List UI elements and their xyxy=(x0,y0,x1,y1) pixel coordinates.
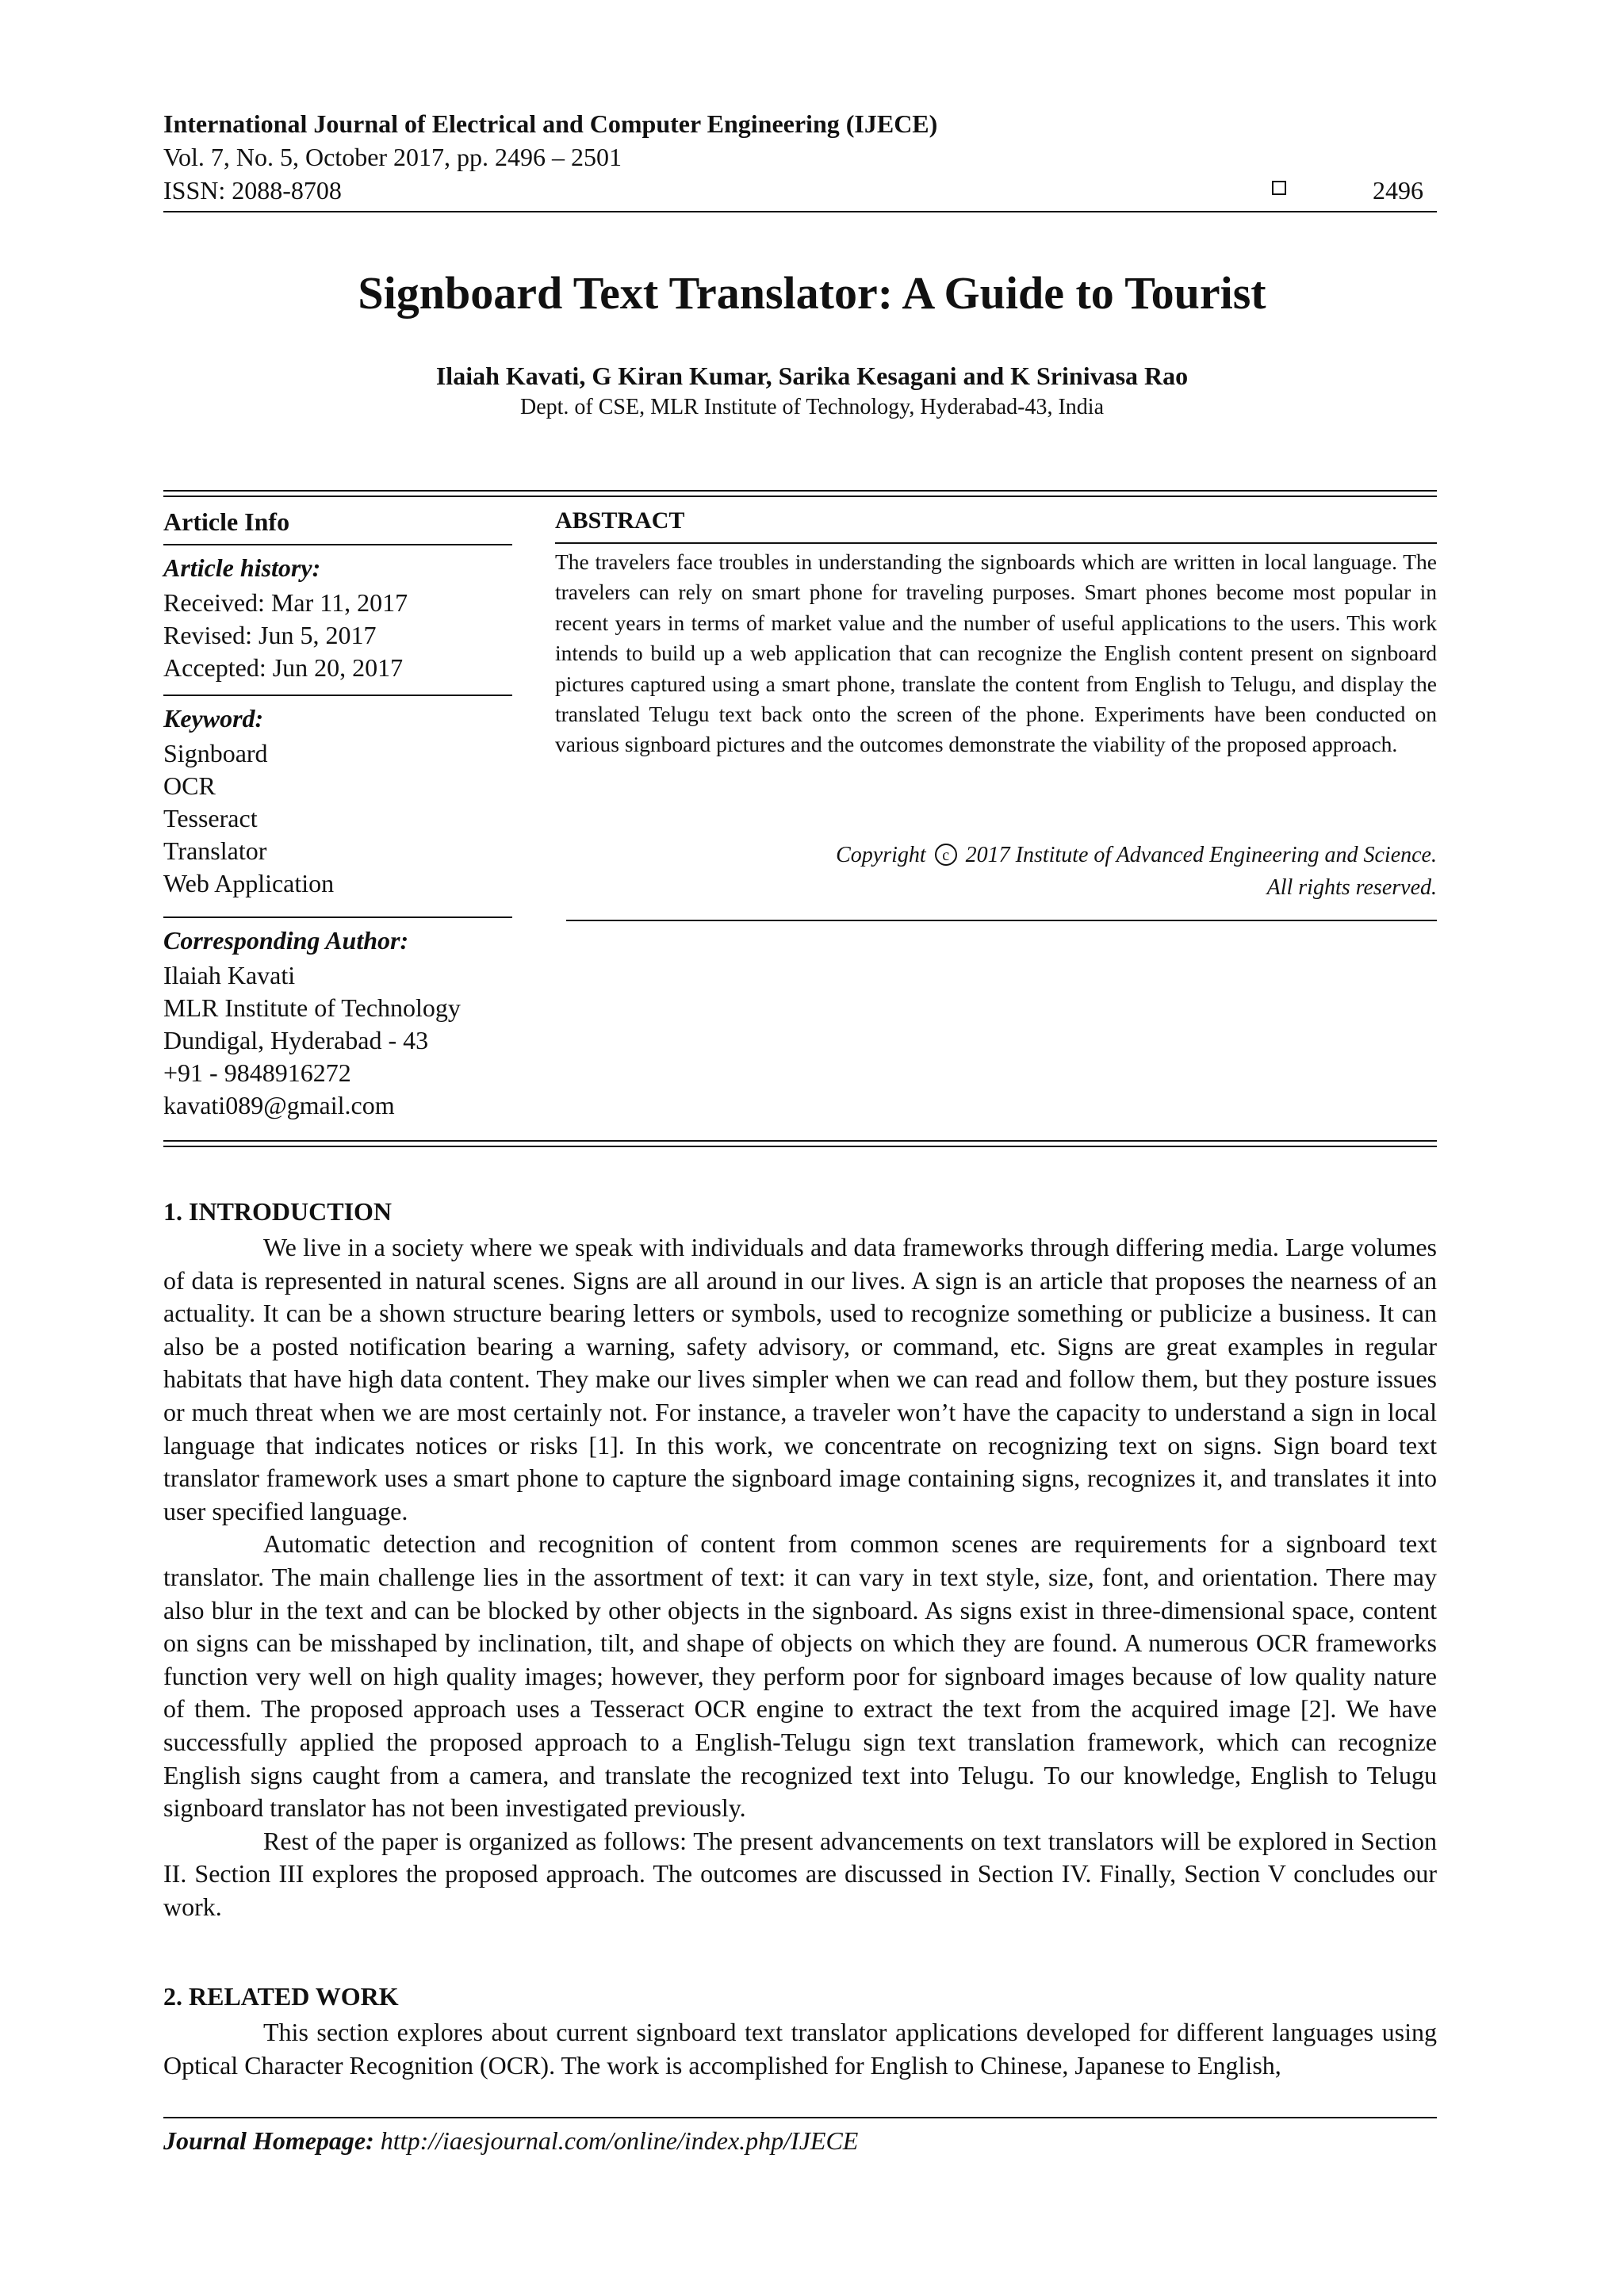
corresponding-email: kavati089@gmail.com xyxy=(163,1091,395,1119)
paragraph: This section explores about current signboard text translator applications developed for different languages using Optical Character Recognition (OCR). The work is accomplished for English to Chinese, Japanese to English, xyxy=(163,2018,1437,2080)
corresponding-line: Dundigal, Hyderabad - 43 xyxy=(163,1026,429,1054)
copyright-line xyxy=(555,839,1437,871)
section-heading-related-work: 2. RELATED WORK xyxy=(163,1982,399,2011)
article-info-heading: Article Info xyxy=(163,507,290,536)
corresponding-line: +91 - 9848916272 xyxy=(163,1058,351,1087)
article-info-rule xyxy=(163,544,512,545)
corresponding-line: MLR Institute of Technology xyxy=(163,993,461,1022)
rights-reserved: All rights reserved. xyxy=(1266,875,1437,900)
square-icon xyxy=(1272,181,1286,195)
homepage-label: Journal Homepage: xyxy=(163,2126,374,2155)
header-rule xyxy=(163,211,1437,212)
paragraph: We live in a society where we speak with individuals and data frameworks through differing media. Large volumes of data is represented in natural scenes. Signs are all around in our lives. A sign is an article that proposes the nearness of an actuality. It can be a shown structure bearing letters or symbols, used to recognize something or publicize a business. It can also be a posted notification bearing a warning, safety advisory, or command, etc. Signs are great examples in regular habitats that have high data content. They make our lives simpler when we can read and follow them, but they posture issues or much threat when we are most certainly not. For instance, a traveler won’t have the capacity to understand a sign in local language that indicates notices or risks [1]. In this work, we concentrate on recognizing text on signs. Sign board text translator framework uses a smart phone to capture the signboard image containing signs, recognizes it, and translates it into user specified language. xyxy=(163,1233,1437,1525)
abstract-text: The travelers face troubles in understanding the signboards which are written in local language. The travelers can rely on smart phone for traveling purposes. Smart phones become most popular in recent years in terms of market value and the number of useful applications to the users. This work intends to build up a web application that can recognize the English content present on signboard pictures captured using a smart phone, translate the content from English to Telugu, and display the translated Telugu text back onto the screen of the phone. Experiments have been conducted on various signboard pictures and the outcomes demonstrate the viability of the proposed approach. xyxy=(555,549,1437,757)
related-work-body xyxy=(163,2016,1437,2082)
abstract-bottom-rule xyxy=(566,920,1437,921)
info-top-rule-2 xyxy=(163,496,1437,497)
volume-info: Vol. 7, No. 5, October 2017, pp. 2496 – 2501 xyxy=(163,143,622,171)
corresponding-author-heading: Corresponding Author: xyxy=(163,926,409,955)
received-date: Received: Mar 11, 2017 xyxy=(163,588,408,617)
accepted-date: Accepted: Jun 20, 2017 xyxy=(163,653,404,682)
paragraph: Rest of the paper is organized as follows: The present advancements on text translators will be explored in Section II. Section III explores the proposed approach. The outcomes are discussed in Section IV. Finally, Section V concludes our work. xyxy=(163,1826,1437,1921)
abstract-heading: ABSTRACT xyxy=(555,507,685,534)
revised-date: Revised: Jun 5, 2017 xyxy=(163,621,377,649)
authors: Ilaiah Kavati, G Kiran Kumar, Sarika Kesagani and K Srinivasa Rao xyxy=(435,362,1189,390)
page-number: 2496 xyxy=(1373,176,1423,205)
corresponding-line: Ilaiah Kavati xyxy=(163,961,296,989)
keyword-item: Signboard xyxy=(163,739,268,767)
homepage-url[interactable]: http://iaesjournal.com/online/index.php/IJECE xyxy=(380,2126,859,2155)
article-history-heading: Article history: xyxy=(163,553,321,582)
keyword-heading: Keyword: xyxy=(163,704,264,733)
keyword-item: Tesseract xyxy=(163,804,258,832)
journal-name: International Journal of Electrical and Computer Engineering (IJECE) xyxy=(163,109,938,138)
copyright-label: Copyright xyxy=(836,843,926,867)
journal-homepage xyxy=(163,2126,858,2156)
keyword-item: OCR xyxy=(163,771,216,800)
history-rule xyxy=(163,695,512,696)
section-heading-introduction: 1. INTRODUCTION xyxy=(163,1197,393,1226)
abstract-rule xyxy=(555,542,1437,544)
info-bottom-rule-2 xyxy=(163,1146,1437,1147)
keyword-item: Web Application xyxy=(163,869,335,897)
issn: ISSN: 2088-8708 xyxy=(163,176,342,205)
keyword-rule xyxy=(163,916,512,918)
copyright-icon: c xyxy=(935,844,957,866)
paragraph: Automatic detection and recognition of content from common scenes are requirements for a signboard text translator. The main challenge lies in the assortment of text: it can vary in text style, size, font, and orientation. There may also blur in the text and can be blocked by other objects in the signboard. As signs exist in three-dimensional space, content on signs can be misshaped by inclination, tilt, and shape of objects on which they are found. A numerous OCR frameworks function very well on high quality images; however, they perform poor for signboard images because of low quality nature of them. The proposed approach uses a Tesseract OCR engine to extract the text from the acquired image [2]. We have successfully applied the proposed approach to a English-Telugu sign text translation framework, which can recognize English signs caught from a camera, and translate the recognized text into Telugu. To our knowledge, English to Telugu signboard translator has not been investigated previously. xyxy=(163,1529,1437,1823)
affiliation: Dept. of CSE, MLR Institute of Technology, Hyderabad-43, India xyxy=(519,395,1104,419)
keyword-item: Translator xyxy=(163,836,267,865)
info-bottom-rule-1 xyxy=(163,1140,1437,1142)
info-top-rule-1 xyxy=(163,490,1437,492)
copyright-holder: 2017 Institute of Advanced Engineering and Science. xyxy=(965,843,1437,867)
introduction-body xyxy=(163,1231,1437,1923)
footer-rule xyxy=(163,2117,1437,2118)
paper-title: Signboard Text Translator: A Guide to Tourist xyxy=(358,267,1266,319)
